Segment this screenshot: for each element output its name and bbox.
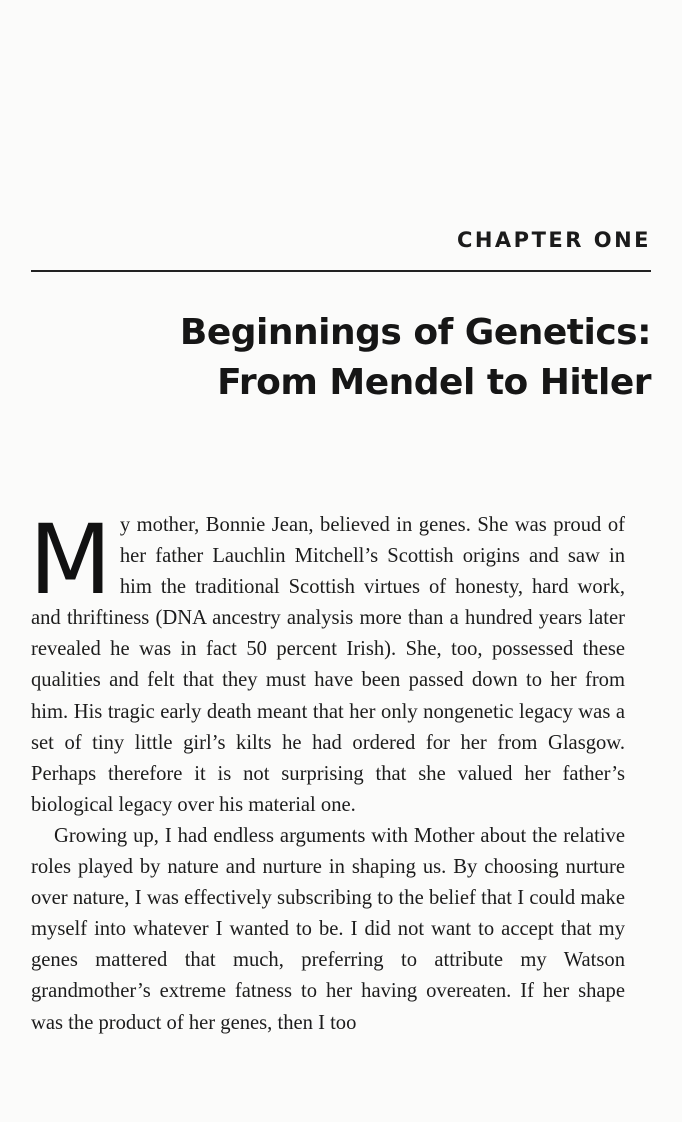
chapter-title-line-1: Beginnings of Genetics: xyxy=(179,312,651,353)
drop-cap: M xyxy=(29,504,112,616)
paragraph-1-text: y mother, Bonnie Jean, believed in genes. She was proud of her father Lauchlin Mitchell’s Scottish origins and saw in him the traditional Scottish virtues of honesty, hard work, and thriftiness (DNA ancestry analysis more than a hundred years later revealed he was in fact 50 percent Irish). She, too, possessed these qualities and felt that they must have been passed down to her from him. His tragic early death meant that her only nongenetic legacy was a set of tiny little girl’s kilts he had ordered for her from Glasgow. Perhaps therefore it is not surprising that she valued her father’s biological legacy over his material one. xyxy=(31,514,625,816)
chapter-body xyxy=(29,504,625,1039)
paragraph-1 xyxy=(29,504,625,821)
chapter-title-line-2: From Mendel to Hitler xyxy=(217,362,651,403)
chapter-divider xyxy=(31,270,651,272)
paragraph-2 xyxy=(31,821,625,1039)
paragraph-2-text: Growing up, I had endless arguments with Mother about the relative roles played by nature and nurture in shaping us. By choosing nurture over nature, I was effectively subscribing to the belief that I could make myself into whatever I wanted to be. I did not want to accept that my genes mattered that much, preferring to attribute my Watson grandmother’s extreme fatness to her having overeaten. If her shape was the product of her genes, then I too xyxy=(31,824,625,1034)
chapter-label: CHAPTER ONE xyxy=(456,228,651,252)
chapter-title xyxy=(180,308,651,408)
